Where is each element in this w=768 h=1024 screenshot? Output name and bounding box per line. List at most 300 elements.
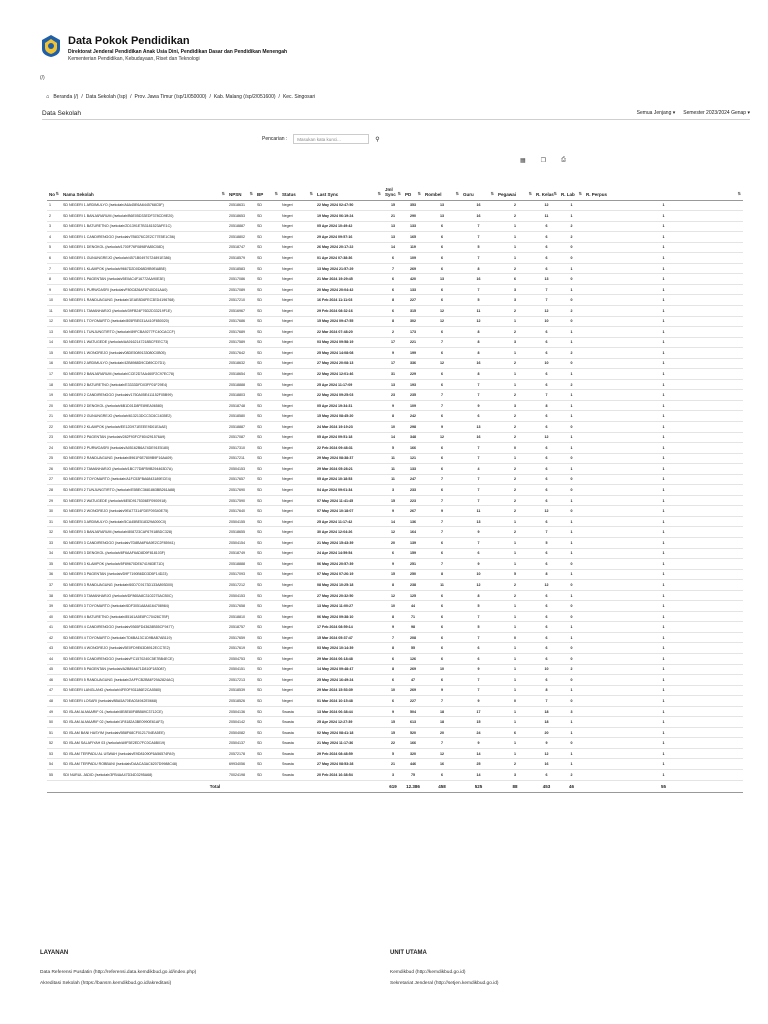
table-cell: SD xyxy=(255,453,280,464)
table-cell: 6 xyxy=(534,443,559,454)
column-header-label: Status xyxy=(282,191,296,197)
table-cell: 6 xyxy=(496,274,534,285)
table-cell: 6 xyxy=(534,453,559,464)
semester-label: Semester 2023/2024 Genap xyxy=(683,110,747,116)
breadcrumb-provinsi[interactable]: Prov. Jawa Timur (/sp/1/050000) xyxy=(134,94,207,100)
table-cell: 03 May 2024 09:58:19 xyxy=(315,337,383,348)
table-cell: 2 xyxy=(496,464,534,475)
school-name-link[interactable]: SD NEGERI 2 RANDUAGUNG (/sekolah/8961F6E7809B9F16AA09) xyxy=(61,453,227,464)
table-cell: 16 xyxy=(47,358,61,369)
table-cell: 20518887 xyxy=(227,421,255,432)
school-name-link[interactable]: SD NEGERI 3 DENGKOL (/sekolah/8F6AAF6AD8D9F818103F) xyxy=(61,548,227,559)
school-name-link[interactable]: SD NEGERI 3 PAGENTAN (/sekolah/D9F7190B6DD3D5F14D23) xyxy=(61,569,227,580)
school-name-link[interactable]: SD NEGERI 1 BANJARARUM (/sekolah/B6E05D33EDF378CD9E20) xyxy=(61,211,227,222)
table-cell: SD xyxy=(255,569,280,580)
table-cell: 7 xyxy=(534,295,559,306)
table-cell: 21 xyxy=(47,411,61,422)
column-header-label: Nama Sekolah xyxy=(63,191,94,197)
school-name-link[interactable]: SD NEGERI 1 PAGENTAN (/sekolah/5E0AC4F16772AA90E3E) xyxy=(61,274,227,285)
table-cell: SD xyxy=(255,759,280,770)
table-cell: 20518526 xyxy=(227,696,255,707)
table-cell: 15 Mar 2024 05:37:47 xyxy=(315,632,383,643)
table-cell: 75 xyxy=(403,770,423,781)
table-cell: Negeri xyxy=(280,569,315,580)
jenjang-dropdown[interactable] xyxy=(637,110,676,116)
breadcrumb xyxy=(46,94,315,100)
table-cell: 109 xyxy=(403,400,423,411)
table-cell: 1 xyxy=(584,253,743,264)
table-cell: 1 xyxy=(584,274,743,285)
school-name-link[interactable]: SD NEGERI 2 WATUGEDE (/sekolah/6E5D9175306EF0900918) xyxy=(61,495,227,506)
table-cell: 1 xyxy=(559,400,584,411)
table-cell: Negeri xyxy=(280,421,315,432)
table-cell: 9 xyxy=(423,685,461,696)
table-cell: 42 xyxy=(47,632,61,643)
school-name-link[interactable]: SDI NURUL JADID (/sekolah/3FB4AA47D34D3295A68) xyxy=(61,770,227,781)
breadcrumb-beranda[interactable]: Beranda (/) xyxy=(53,94,79,100)
table-cell: 0 xyxy=(559,242,584,253)
table-cell: 0 xyxy=(559,295,584,306)
table-cell: 6 xyxy=(423,379,461,390)
school-name-link[interactable]: SD NEGERI 4 WONOREJO (/sekolah/5E0FD9E63D8912ECC7E2) xyxy=(61,643,227,654)
sort-icon[interactable]: ⇅ xyxy=(309,190,313,196)
table-cell: 6 xyxy=(534,348,559,359)
table-header-row xyxy=(47,180,743,200)
school-name-link[interactable]: SD NEGERI 5 RANDUAGUNG (/sekolah/2AFFCB2B84F29A2824AC) xyxy=(61,675,227,686)
table-cell: 14 xyxy=(383,242,403,253)
school-name-link[interactable]: SD ISLAM SALAFIYAH 03 (/sekolah/A9F5E2ED7FC0CA6B019) xyxy=(61,738,227,749)
footer-link[interactable]: Kemdikbud (http://kemdikbud.go.id) xyxy=(390,970,466,975)
table-cell: 13 xyxy=(383,379,403,390)
table-cell: 504 xyxy=(403,706,423,717)
school-name-link[interactable]: SD ISLAM BANI HASYIM (/sekolah/5B8F68CF0121704EA5EE) xyxy=(61,727,227,738)
table-total-row xyxy=(47,780,743,792)
school-name-link[interactable]: SD NEGERI 1 DENGKOL (/sekolah/1700F76F0898FA85C08D) xyxy=(61,242,227,253)
column-header[interactable] xyxy=(61,180,227,200)
table-cell: Negeri xyxy=(280,432,315,443)
jenjang-label: Semua Jenjang xyxy=(636,110,672,116)
school-name-link[interactable]: SD NEGERI 1 WATUGEDE (/sekolah/AA9162147218BCFEEC73) xyxy=(61,337,227,348)
school-name-link[interactable]: SD NEGERI 3 CANDIRENGGO (/sekolah/7D8BA6F6A9E2C2F85941) xyxy=(61,538,227,549)
table-row xyxy=(47,379,743,390)
table-row xyxy=(47,358,743,369)
column-header[interactable] xyxy=(315,180,383,200)
table-cell: SD xyxy=(255,411,280,422)
school-name-link[interactable]: SD NEGERI 1 PURWOASRI (/sekolah/F80C826AF8740C61AA0) xyxy=(61,284,227,295)
table-cell: 2 xyxy=(496,432,534,443)
table-cell: 16 xyxy=(461,432,496,443)
table-cell: 01 Mar 2024 10:15:48 xyxy=(315,696,383,707)
school-name-link[interactable]: SD NEGERI 2 BATURETNO (/sekolah/E3333DFD03FF01F29E4) xyxy=(61,379,227,390)
table-cell: Negeri xyxy=(280,284,315,295)
export-tools xyxy=(520,157,566,164)
table-cell: 1 xyxy=(559,284,584,295)
table-cell: 1 xyxy=(559,327,584,338)
table-row xyxy=(47,232,743,243)
table-cell: 6 xyxy=(534,622,559,633)
table-cell: Negeri xyxy=(280,643,315,654)
table-cell: 6 xyxy=(534,421,559,432)
search-bar xyxy=(262,134,380,144)
footer-link[interactable]: Akreditasi Sekolah (https://bansm.kemdikbud.go.id/akreditasi) xyxy=(40,981,172,986)
table-cell: 7 xyxy=(461,632,496,643)
table-cell: 136 xyxy=(403,516,423,527)
table-cell: 18 xyxy=(423,706,461,717)
table-cell: 6 xyxy=(461,411,496,422)
school-name-link[interactable]: SD NEGERI 2 TUNJUNGTIRTO (/sekolah/E5BEC3681863BB261A88) xyxy=(61,485,227,496)
table-cell: 6 xyxy=(423,284,461,295)
school-name-link[interactable]: SD NEGERI 1 WONOREJO (/sekolah/08DE5089133080C0B05) xyxy=(61,348,227,359)
table-cell: 20504154 xyxy=(227,538,255,549)
table-cell: 1 xyxy=(496,643,534,654)
table-cell: 20516967 xyxy=(227,305,255,316)
sort-icon[interactable]: ⇅ xyxy=(417,190,421,196)
table-cell: 49 xyxy=(47,706,61,717)
table-cell: 6 xyxy=(423,327,461,338)
table-cell: 07 May 2024 07:26:19 xyxy=(315,569,383,580)
sort-icon[interactable]: ⇅ xyxy=(528,190,532,196)
school-name-link[interactable]: SD NEGERI 1 TUNJUNGTIRTO (/sekolah/89FCBA9277FC40CACCF) xyxy=(61,327,227,338)
school-name-link[interactable]: SD NEGERI 3 KLAMPOK (/sekolah/5F89670DE6741983E71D) xyxy=(61,559,227,570)
table-cell: 290 xyxy=(403,211,423,222)
school-name-link[interactable]: SD NEGERI 1 RANDUAGUNG (/sekolah/1EAE8D6FEC3ED4196768) xyxy=(61,295,227,306)
table-cell: 0 xyxy=(559,611,584,622)
table-cell: 348 xyxy=(403,432,423,443)
table-cell: 15 xyxy=(383,495,403,506)
table-cell: SD xyxy=(255,200,280,211)
table-cell: 1 xyxy=(584,580,743,591)
table-cell: Negeri xyxy=(280,654,315,665)
table-cell: Negeri xyxy=(280,253,315,264)
table-cell: 336 xyxy=(403,358,423,369)
school-name-link[interactable]: SD NEGERI 2 ARDIMULYO (/sekolah/42B8988D9CD89CD7D1) xyxy=(61,358,227,369)
school-name-link[interactable]: SD NEGERI 1 ARDIMULYO (/sekolah/A6A45E6A6445768C5F) xyxy=(61,200,227,211)
table-cell: 1 xyxy=(559,748,584,759)
site-title[interactable]: Data Pokok Pendidikan xyxy=(68,35,190,47)
table-row xyxy=(47,601,743,612)
table-cell: 20504137 xyxy=(227,738,255,749)
table-cell: 10 xyxy=(383,601,403,612)
table-cell: 6 xyxy=(496,727,534,738)
sort-icon[interactable]: ⇅ xyxy=(377,190,381,196)
table-cell: 1 xyxy=(584,622,743,633)
column-header[interactable] xyxy=(559,180,584,200)
table-cell: SD xyxy=(255,717,280,728)
table-cell: 269 xyxy=(403,685,423,696)
school-name-link[interactable]: SD NEGERI 5 CANDIRENGGO (/sekolah/FC1570240C5E7BB4ECE) xyxy=(61,654,227,665)
table-cell: Negeri xyxy=(280,664,315,675)
table-cell: 6 xyxy=(423,590,461,601)
table-cell: SD xyxy=(255,654,280,665)
school-name-link[interactable]: SD NEGERI 2 GUNUNGREJO (/sekolah/613213DCC3C6C1635E2) xyxy=(61,411,227,422)
table-cell: 20517658 xyxy=(227,601,255,612)
school-name-link[interactable]: SD ISLAM ALMAARIF 02 (/sekolah/1F8182A3BE0990E61AF3) xyxy=(61,717,227,728)
copy-icon[interactable]: ❐ xyxy=(540,158,547,164)
table-cell: 0 xyxy=(496,443,534,454)
table-cell: 6 xyxy=(534,263,559,274)
table-cell: 13 xyxy=(423,211,461,222)
column-header[interactable] xyxy=(383,180,403,200)
table-cell: Negeri xyxy=(280,348,315,359)
school-name-link[interactable]: SD NEGERI LOSARI (/sekolah/8BA5A70EA034942E0668) xyxy=(61,696,227,707)
column-header[interactable] xyxy=(403,180,423,200)
column-header[interactable] xyxy=(47,180,61,200)
table-cell: 7 xyxy=(461,221,496,232)
table-row xyxy=(47,337,743,348)
sort-icon[interactable]: ⇅ xyxy=(221,190,225,196)
footer-link[interactable]: Data Referensi Pusdatin (http://referensi.data.kemdikbud.go.id/index.php) xyxy=(40,970,197,975)
sort-icon[interactable]: ⇅ xyxy=(737,190,741,196)
table-cell: SD xyxy=(255,675,280,686)
school-name-link[interactable]: SD NEGERI 2 TAMANHARJO (/sekolah/1BC77D8FB9B294463D7A) xyxy=(61,464,227,475)
table-cell: 5 xyxy=(383,443,403,454)
search-input[interactable]: Masukan kata kunci... xyxy=(293,134,369,144)
table-cell: 20517659 xyxy=(227,632,255,643)
table-cell: 15 May 2024 09:47:55 xyxy=(315,316,383,327)
sort-icon[interactable]: ⇅ xyxy=(249,190,253,196)
home-icon[interactable]: ⌂ xyxy=(46,94,50,100)
table-cell: 10 xyxy=(534,316,559,327)
school-name-link[interactable]: SD NEGERI 3 BANJARARUM (/sekolah/808723CAF67918BDC328) xyxy=(61,527,227,538)
table-cell: SD xyxy=(255,590,280,601)
school-name-link[interactable]: SD NEGERI 2 WONOREJO (/sekolah/9EA77314FDEF09340E75) xyxy=(61,506,227,517)
table-cell: Negeri xyxy=(280,221,315,232)
table-cell: Negeri xyxy=(280,379,315,390)
table-cell: 7 xyxy=(461,685,496,696)
table-cell: 133 xyxy=(403,221,423,232)
table-cell: 6 xyxy=(423,601,461,612)
table-cell: 27 May 2024 08:53:28 xyxy=(315,759,383,770)
table-cell: 32 xyxy=(47,527,61,538)
table-row xyxy=(47,675,743,686)
school-name-link[interactable]: SD NEGERI 1 KLAMPOK (/sekolah/9667D2D0D68D9B9EA8BE) xyxy=(61,263,227,274)
sort-icon[interactable]: ⇅ xyxy=(490,190,494,196)
table-cell: 20518632 xyxy=(227,358,255,369)
table-cell: 1 xyxy=(584,242,743,253)
total-label: Total xyxy=(47,780,383,792)
table-row xyxy=(47,622,743,633)
excel-icon[interactable]: ▦ xyxy=(520,158,526,164)
sort-icon[interactable]: ⇅ xyxy=(274,190,278,196)
table-cell: 1 xyxy=(496,685,534,696)
table-cell: SD xyxy=(255,495,280,506)
table-cell: SD xyxy=(255,611,280,622)
table-cell: 3 xyxy=(496,295,534,306)
table-cell: 247 xyxy=(403,474,423,485)
table-cell: 0 xyxy=(559,358,584,369)
table-cell: SD xyxy=(255,327,280,338)
section-divider xyxy=(42,119,750,120)
school-name-link[interactable]: SD NEGERI 5 PAGENTAN (/sekolah/A2B89A671D810F183087) xyxy=(61,664,227,675)
column-header-label: NPSN xyxy=(229,191,242,197)
site-header xyxy=(40,34,740,70)
table-cell: SD xyxy=(255,559,280,570)
table-cell: 6 xyxy=(423,675,461,686)
school-name-link[interactable]: SD NEGERI 2 BANJARARUM (/sekolah/CCE2D7AA460F2C97EC78) xyxy=(61,369,227,380)
table-cell: 4 xyxy=(47,232,61,243)
column-header[interactable] xyxy=(255,180,280,200)
table-cell: 133 xyxy=(403,464,423,475)
table-cell: 7 xyxy=(47,263,61,274)
school-name-link[interactable]: SD NEGERI 1 TAMANHARJO (/sekolah/39FB24F76D2D33219F1E) xyxy=(61,305,227,316)
table-cell: 613 xyxy=(403,717,423,728)
column-header[interactable] xyxy=(584,180,743,200)
table-cell: 420 xyxy=(403,274,423,285)
table-cell: 6 xyxy=(423,654,461,665)
sort-icon[interactable]: ⇅ xyxy=(578,190,582,196)
table-cell: 7 xyxy=(534,527,559,538)
sort-icon[interactable]: ⇅ xyxy=(55,190,59,196)
footer-link[interactable]: Sekretariat Jenderal (http://setjen.kemdikbud.go.id) xyxy=(390,981,499,986)
table-cell: Negeri xyxy=(280,696,315,707)
table-cell: 18 xyxy=(534,706,559,717)
table-cell: 6 xyxy=(534,675,559,686)
table-cell: 20517086 xyxy=(227,274,255,285)
school-name-link[interactable]: SD NEGERI 4 CANDIRENGGO (/sekolah/9365FD43628B55CF9477) xyxy=(61,622,227,633)
table-cell: Negeri xyxy=(280,337,315,348)
table-cell: 1 xyxy=(496,559,534,570)
table-cell: 22 May 2024 02:47:50 xyxy=(315,200,383,211)
print-icon[interactable]: ⎙ xyxy=(561,157,566,163)
table-cell: 6 xyxy=(423,464,461,475)
table-cell: 1 xyxy=(496,706,534,717)
table-cell: 2 xyxy=(496,590,534,601)
table-cell: 233 xyxy=(403,485,423,496)
table-cell: 25 Apr 2024 12:27:39 xyxy=(315,717,383,728)
table-cell: 2 xyxy=(496,263,534,274)
table-cell: 6 xyxy=(534,601,559,612)
table-cell: 24 Mar 2024 19:19:23 xyxy=(315,421,383,432)
table-cell: 13 xyxy=(423,274,461,285)
breadcrumb-kabupaten[interactable]: Kab. Malang (/sp/2/051600) xyxy=(213,94,276,100)
table-cell: 2 xyxy=(496,527,534,538)
search-icon[interactable]: ⚲ xyxy=(375,136,380,143)
table-cell: 20518539 xyxy=(227,685,255,696)
school-name-link[interactable]: SD NEGERI 4 BATURETNO (/sekolah/85161A5E8FC70428C7BF) xyxy=(61,611,227,622)
table-cell: 13 xyxy=(461,421,496,432)
search-label: Pencarian : xyxy=(262,136,288,142)
table-cell: 20517213 xyxy=(227,675,255,686)
table-cell: 6 xyxy=(423,242,461,253)
table-cell: 7 xyxy=(423,516,461,527)
school-name-link[interactable]: SD NEGERI 2 PURWOASRI (/sekolah/A05162B6A74DE91E5180) xyxy=(61,443,227,454)
table-cell: 1 xyxy=(559,337,584,348)
table-cell: SD xyxy=(255,696,280,707)
table-cell: 0 xyxy=(559,506,584,517)
table-cell: Negeri xyxy=(280,685,315,696)
table-cell: 69934056 xyxy=(227,759,255,770)
table-cell: 8 xyxy=(461,263,496,274)
table-cell: 6 xyxy=(461,654,496,665)
table-cell: 17 xyxy=(47,369,61,380)
school-name-link[interactable]: SD ISLAM TERPADU ROBBANI (/sekolah/DAACA3AC6207D9988C48) xyxy=(61,759,227,770)
table-cell: Swasta xyxy=(280,748,315,759)
table-cell: 6 xyxy=(383,696,403,707)
column-header-label: PD xyxy=(405,191,412,197)
school-name-link[interactable]: SD NEGERI 1 BATURETNO (/sekolah/2D1391E7B3181523AFE1C) xyxy=(61,221,227,232)
table-cell: SD xyxy=(255,443,280,454)
table-cell: 20518803 xyxy=(227,390,255,401)
table-cell: 6 xyxy=(534,590,559,601)
school-name-link[interactable]: SD NEGERI 1 GUNUNGREJO (/sekolah/4571B04970724891E386) xyxy=(61,253,227,264)
semester-dropdown[interactable] xyxy=(683,110,750,116)
school-name-link[interactable]: SD ISLAM ALMAARIF 01 (/sekolah/8E8E80F8BB89C3712CE) xyxy=(61,706,227,717)
table-cell: 23 xyxy=(383,390,403,401)
table-cell: 31 xyxy=(383,369,403,380)
table-cell: 07 May 2024 11:41:45 xyxy=(315,495,383,506)
table-cell: 0 xyxy=(559,421,584,432)
school-name-link[interactable]: SD NEGERI 2 KLAMPOK (/sekolah/EE12D971EEEE9D01EAAE) xyxy=(61,421,227,432)
table-cell: Swasta xyxy=(280,727,315,738)
table-cell: 1 xyxy=(584,611,743,622)
table-cell: 6 xyxy=(423,232,461,243)
column-header[interactable] xyxy=(461,180,496,200)
total-value: 525 xyxy=(461,780,496,792)
school-name-link[interactable]: SD ISLAM TERPADU AL USWAH (/sekolah/E9D81090F6A56574FA9) xyxy=(61,748,227,759)
school-name-link[interactable]: SD NEGERI 2 CANDIRENGGO (/sekolah/1750A05E411152F05B99) xyxy=(61,390,227,401)
school-name-link[interactable]: SD NEGERI 2 TOYOMARTO (/sekolah/A1FC53FBA6843189ECE4) xyxy=(61,474,227,485)
school-name-link[interactable]: SD NEGERI 1 CANDIRENGGO (/sekolah/7B8376C2E2C77E5E1C56) xyxy=(61,232,227,243)
column-header-label: R. Perpus xyxy=(586,191,608,197)
table-cell: Negeri xyxy=(280,400,315,411)
school-name-link[interactable]: SD NEGERI 1 TOYOMARTO (/sekolah/805FBE031A410F850020) xyxy=(61,316,227,327)
school-name-link[interactable]: SD NEGERI 2 PAGENTAN (/sekolah/282F93FCF804291576A9) xyxy=(61,432,227,443)
breadcrumb-data-sekolah[interactable]: Data Sekolah (/sp) xyxy=(85,94,128,100)
column-header[interactable] xyxy=(280,180,315,200)
school-name-link[interactable]: SD NEGERI 2 DENGKOL (/sekolah/6B1D01D8FE89EA06580) xyxy=(61,400,227,411)
total-value: 46 xyxy=(559,780,584,792)
tut-wuri-handayani-logo[interactable] xyxy=(40,34,62,58)
table-row xyxy=(47,411,743,422)
school-name-link[interactable]: SD NEGERI 3 TOYOMARTO (/sekolah/6DF3051A8A6164708984) xyxy=(61,601,227,612)
table-cell: 2 xyxy=(383,327,403,338)
table-cell: 1 xyxy=(559,211,584,222)
table-cell: 12 xyxy=(461,316,496,327)
column-header[interactable] xyxy=(227,180,255,200)
sort-icon[interactable]: ⇅ xyxy=(397,190,401,196)
column-header[interactable] xyxy=(423,180,461,200)
school-name-link[interactable]: SD NEGERI LANGLANG (/sekolah/4FE0F931186E2CA5580) xyxy=(61,685,227,696)
table-cell: Negeri xyxy=(280,538,315,549)
table-cell: 1 xyxy=(559,622,584,633)
table-cell: 29 xyxy=(47,495,61,506)
column-header[interactable] xyxy=(496,180,534,200)
table-cell: SD xyxy=(255,400,280,411)
school-name-link[interactable]: SD NEGERI 4 TOYOMARTO (/sekolah/7D6BA13C1D9BAB7AB119) xyxy=(61,632,227,643)
table-cell: Negeri xyxy=(280,274,315,285)
table-row xyxy=(47,632,743,643)
sort-icon[interactable]: ⇅ xyxy=(455,190,459,196)
table-row xyxy=(47,538,743,549)
table-cell: SD xyxy=(255,632,280,643)
table-cell: 8 xyxy=(461,348,496,359)
sort-icon[interactable]: ⇅ xyxy=(553,190,557,196)
table-cell: SD xyxy=(255,738,280,749)
table-cell: 20 xyxy=(383,538,403,549)
school-name-link[interactable]: SD NEGERI 3 RANDUAGUNG (/sekolah/60D7C9173D133A893D00) xyxy=(61,580,227,591)
table-cell: 03 May 2024 10:14:39 xyxy=(315,643,383,654)
table-cell: 8 xyxy=(461,337,496,348)
table-cell: Negeri xyxy=(280,411,315,422)
table-cell: 1 xyxy=(584,411,743,422)
column-header[interactable] xyxy=(534,180,559,200)
school-name-link[interactable]: SD NEGERI 3 TAMANHARJO (/sekolah/DF865A8C3102275ACB0C) xyxy=(61,590,227,601)
table-cell: 9 xyxy=(461,527,496,538)
school-name-link[interactable]: SD NEGERI 3 ARDIMULYO (/sekolah/5CA45BE518329A000C0) xyxy=(61,516,227,527)
table-cell: Negeri xyxy=(280,464,315,475)
table-cell: 1 xyxy=(559,390,584,401)
table-cell: 1 xyxy=(559,464,584,475)
